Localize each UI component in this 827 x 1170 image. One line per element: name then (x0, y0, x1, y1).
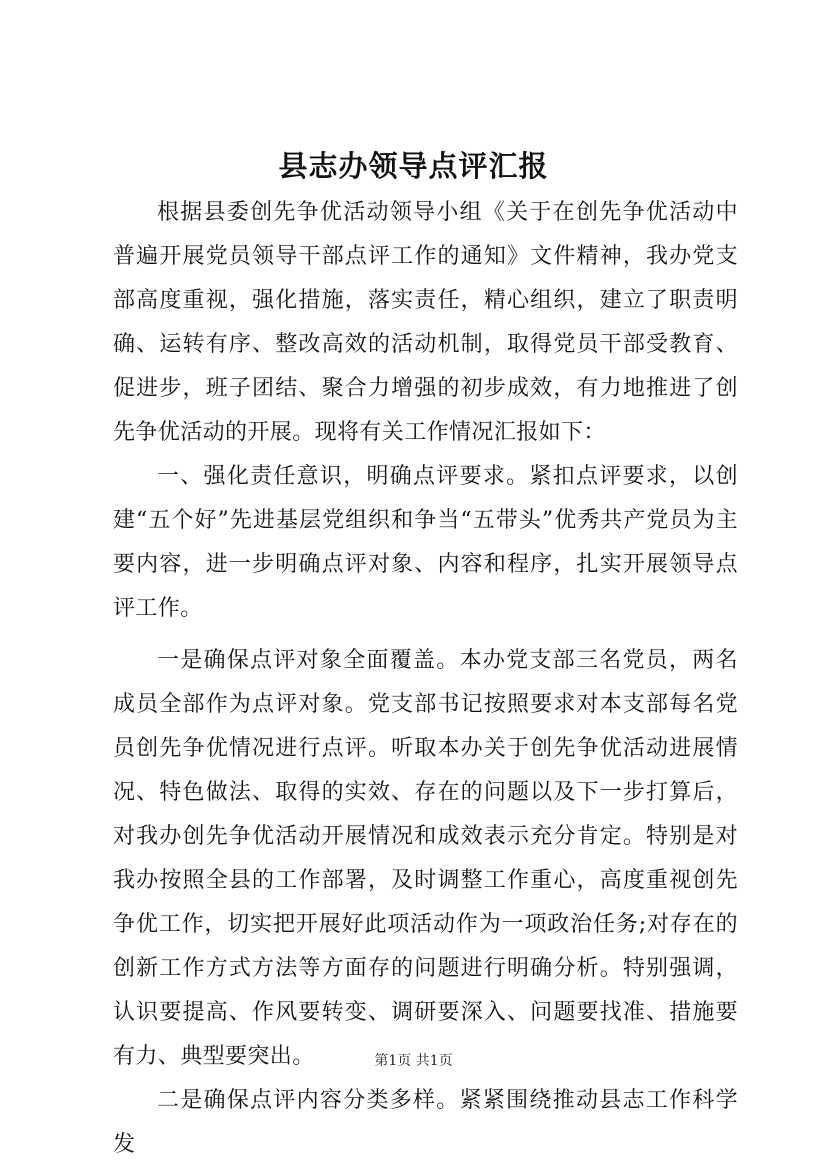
page-footer: 第1页 共1页 (374, 1053, 453, 1069)
paragraph-intro: 根据县委创先争优活动领导小组《关于在创先争优活动中普遍开展党员领导干部点评工作的通知》文件精神，我办党支部高度重视，强化措施，落实责任，精心组织，建立了职责明确、运转有序、整改高效的活动机制，取得党员干部受教育、促进步，班子团结、聚合力增强的初步成效，有力地推进了创先争优活动的开展。现将有关工作情况汇报如下： (113, 200, 738, 445)
document-title: 县志办领导点评汇报 (278, 149, 549, 183)
document-body (113, 191, 738, 1167)
paragraph-point-one: 一是确保点评对象全面覆盖。本办党支部三名党员，两名成员全部作为点评对象。党支部书记按照要求对本支部每名党员创先争优情况进行点评。听取本办关于创先争优活动进展情况、特色做法、取得的实效、存在的问题以及下一步打算后，对我办创先争优活动开展情况和成效表示充分肯定。特别是对我办按照全县的工作部署，及时调整工作重心，高度重视创先争优工作，切实把开展好此项活动作为一项政治任务;对存在的创新工作方式方法等方面存的问题进行明确分析。特别强调，认识要提高、作风要转变、调研要深入、问题要找准、措施要有力、典型要突出。 (113, 648, 738, 1069)
paragraph-section-one: 一、强化责任意识，明确点评要求。紧扣点评要求，以创建“五个好”先进基层党组织和争当“五带头”优秀共产党员为主要内容，进一步明确点评对象、内容和程序，扎实开展领导点评工作。 (113, 464, 738, 621)
paragraph-point-two: 二是确保点评内容分类多样。紧紧围绕推动县志工作科学发 (113, 1088, 738, 1157)
